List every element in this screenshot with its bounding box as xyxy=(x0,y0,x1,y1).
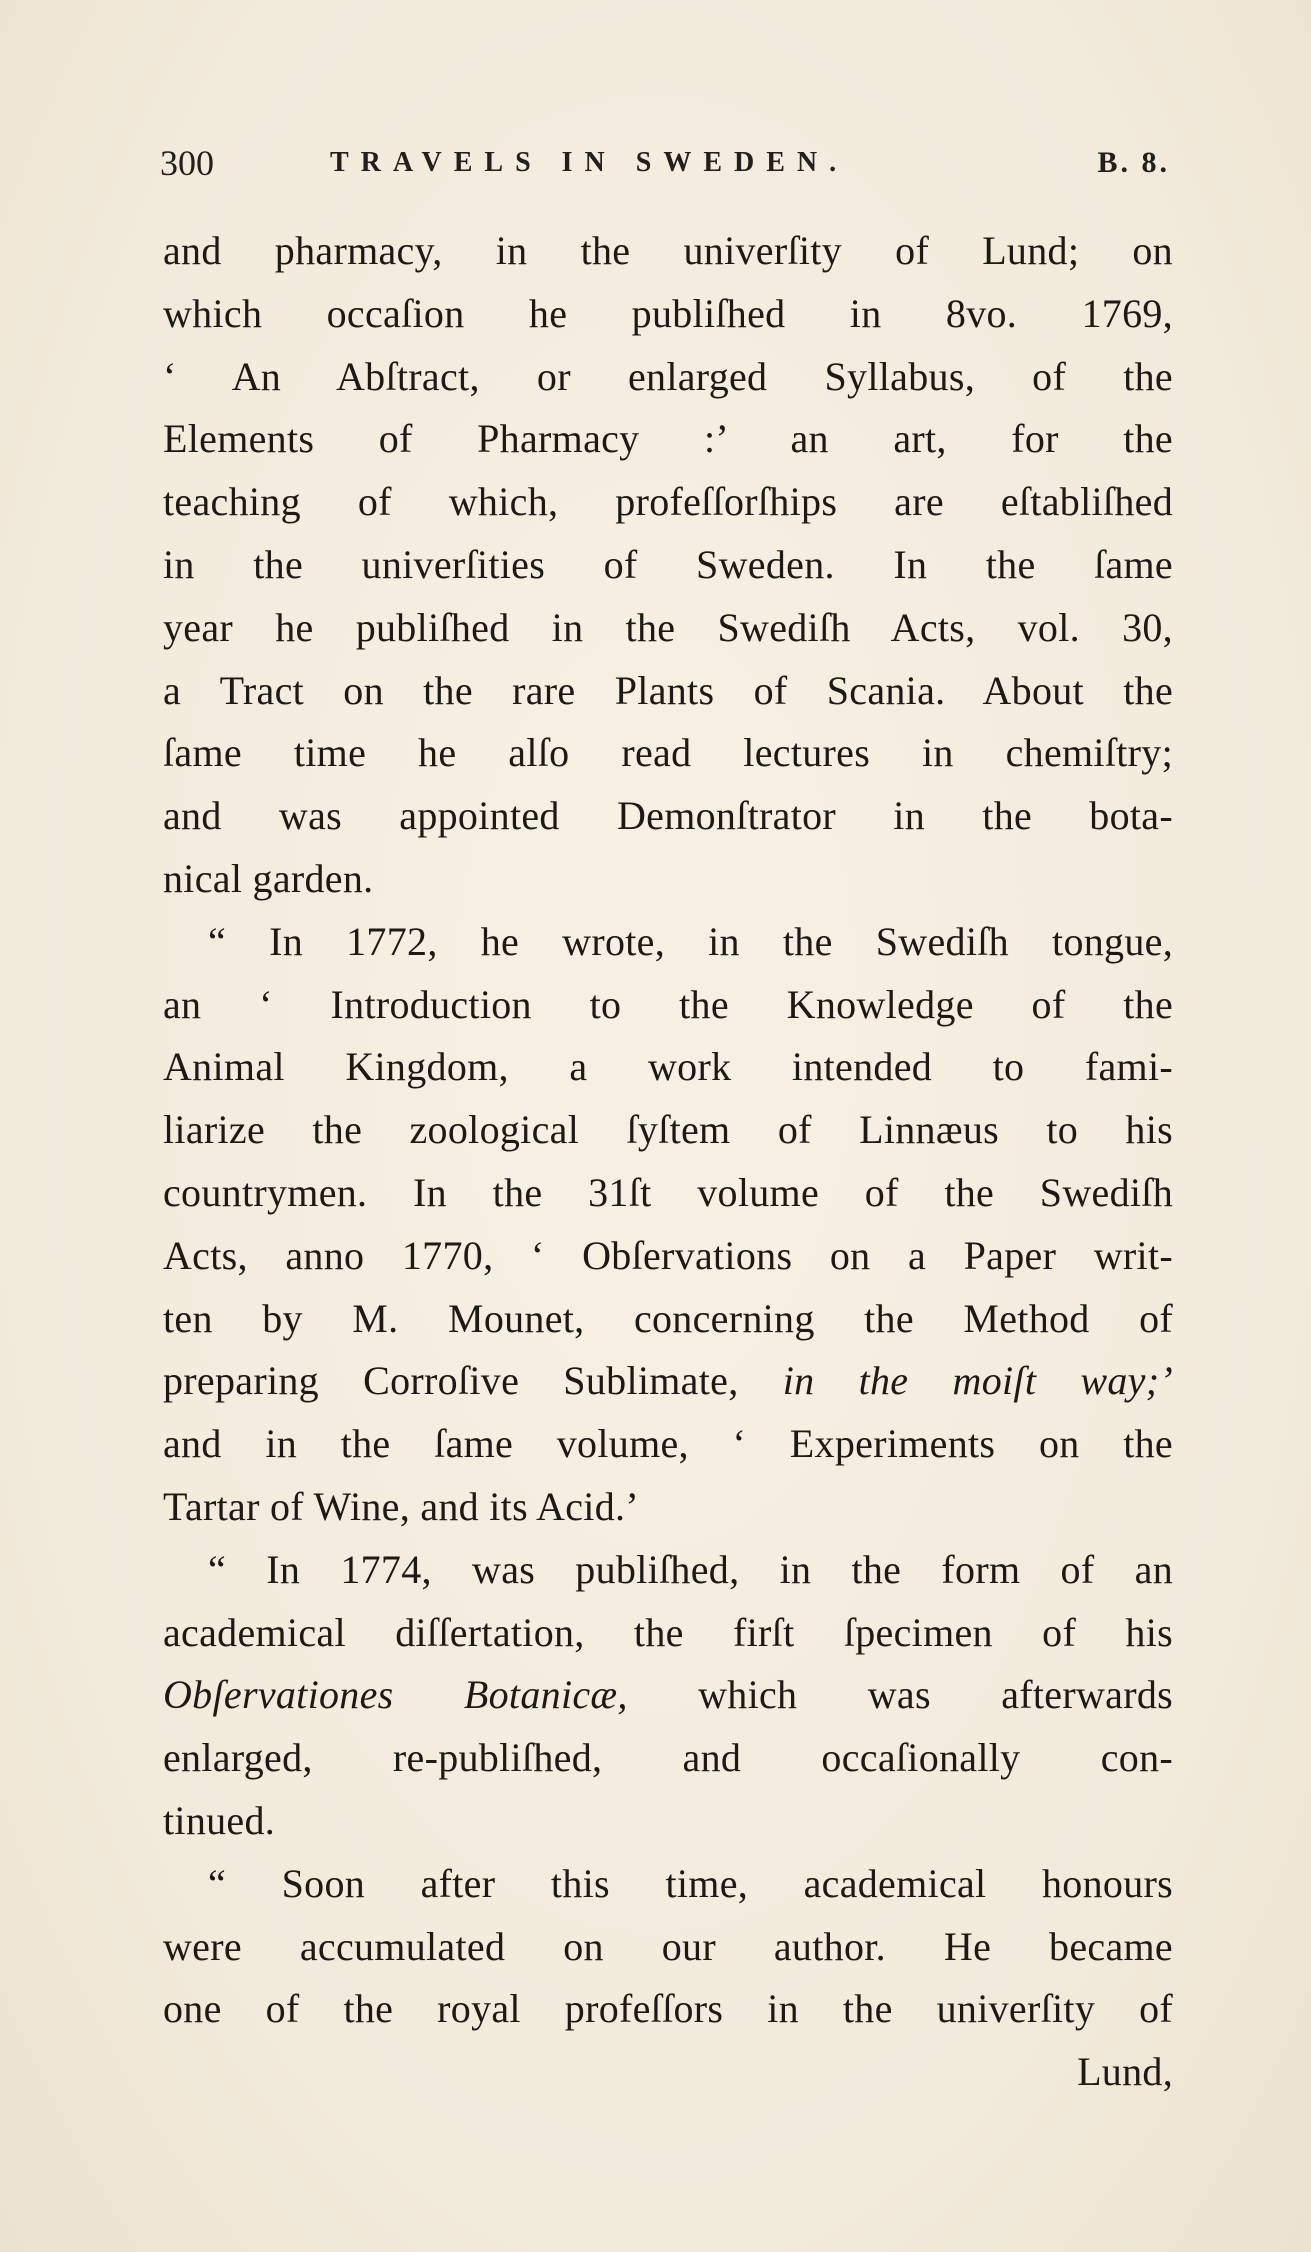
italic-phrase: in the moiſt way xyxy=(782,1358,1146,1404)
text-segment: preparing Corroſive Sublimate, xyxy=(163,1358,739,1404)
text-line: tinued. xyxy=(163,1797,276,1843)
body-text xyxy=(163,220,1173,2104)
text-line: nical garden. xyxy=(163,855,374,901)
text-line: “ In 1774, was publiſhed, in the form of an xyxy=(208,1546,1173,1592)
page-header xyxy=(160,138,1170,188)
text-line: ten by M. Mounet, concerning the Method of xyxy=(163,1295,1173,1341)
catchword: Lund, xyxy=(1077,2049,1173,2095)
text-line: Animal Kingdom, a work intended to fami- xyxy=(163,1044,1173,1090)
text-line-mixed xyxy=(163,1664,1173,1727)
text-line: ſame time he alſo read lectures in chemiſtry; xyxy=(163,730,1173,776)
text-line: and was appointed Demonſtrator in the bota- xyxy=(163,793,1173,839)
text-line: liarize the zoological ſyſtem of Linnæus to his xyxy=(163,1107,1173,1153)
italic-title: Obſervationes Botanicæ, xyxy=(163,1672,628,1718)
text-line: and in the ſame volume, ‘ Experiments on the xyxy=(163,1421,1173,1467)
text-line: one of the royal profeſſors in the univerſity of xyxy=(163,1986,1173,2032)
text-line-mixed xyxy=(163,1350,1173,1413)
text-line: Elements of Pharmacy :’ an art, for the xyxy=(163,416,1173,462)
text-line: in the univerſities of Sweden. In the ſame xyxy=(163,541,1173,587)
text-line: which occaſion he publiſhed in 8vo. 1769, xyxy=(163,290,1173,336)
text-line: were accumulated on our author. He became xyxy=(163,1923,1173,1969)
book-reference: B. 8. xyxy=(1097,146,1170,179)
text-line: an ‘ Introduction to the Knowledge of the xyxy=(163,981,1173,1027)
text-line: and pharmacy, in the univerſity of Lund; on xyxy=(163,228,1173,273)
text-line: enlarged, re-publiſhed, and occaſionally con- xyxy=(163,1735,1173,1781)
text-line: Acts, anno 1770, ‘ Obſervations on a Paper writ- xyxy=(163,1232,1173,1278)
text-line: “ Soon after this time, academical honours xyxy=(208,1860,1173,1906)
text-line: a Tract on the rare Plants of Scania. About the xyxy=(163,667,1173,713)
text-line: ‘ An Abſtract, or enlarged Syllabus, of the xyxy=(163,353,1173,399)
text-line: teaching of which, profeſſorſhips are eſtabliſhed xyxy=(163,479,1173,525)
italic-punct: ;’ xyxy=(1145,1358,1173,1404)
text-line: Tartar of Wine, and its Acid.’ xyxy=(163,1483,639,1529)
text-line: “ In 1772, he wrote, in the Swediſh tongue, xyxy=(208,918,1173,964)
text-line: year he publiſhed in the Swediſh Acts, vol. 30, xyxy=(163,604,1173,650)
text-line: academical diſſertation, the firſt ſpecimen of his xyxy=(163,1609,1173,1655)
text-line: countrymen. In the 31ſt volume of the Swediſh xyxy=(163,1169,1173,1215)
text-segment: which was afterwards xyxy=(698,1672,1173,1718)
page-number: 300 xyxy=(160,143,214,183)
running-title: TRAVELS IN SWEDEN. xyxy=(330,147,849,178)
